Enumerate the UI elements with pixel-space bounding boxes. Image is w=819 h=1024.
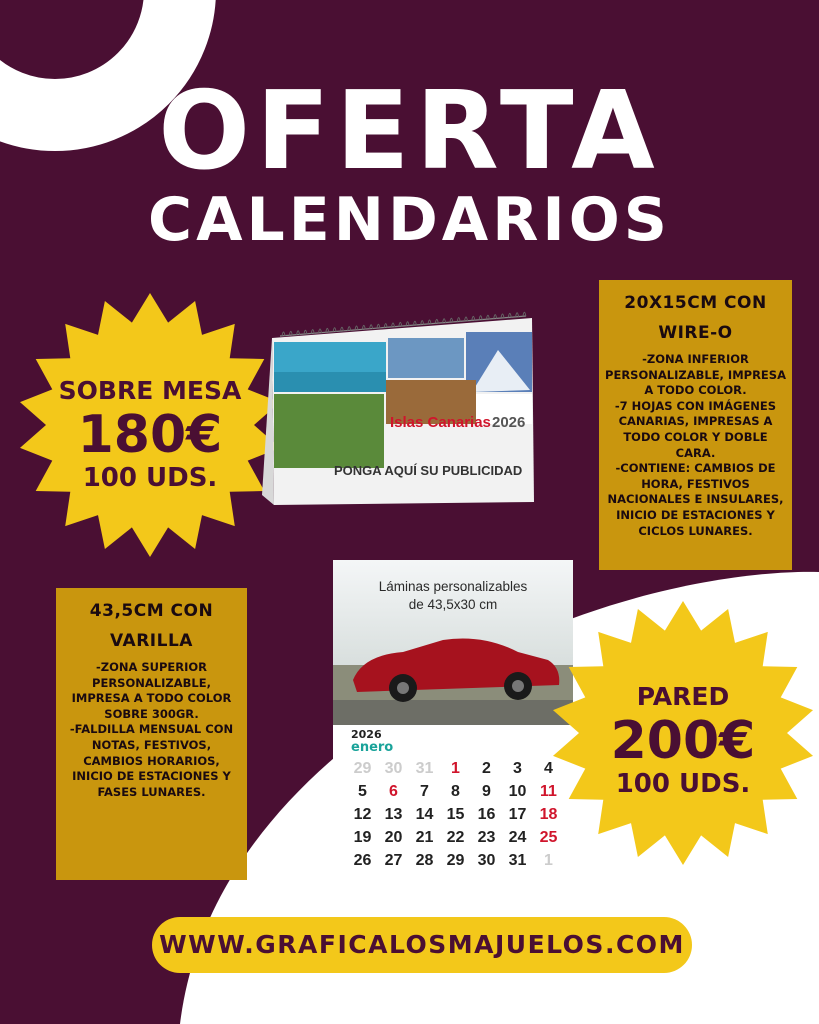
calendar-week (347, 760, 565, 783)
calendar-day: 27 (384, 852, 403, 869)
calendar-day: 22 (446, 829, 465, 846)
calendar-day: 11 (540, 783, 557, 800)
wall-price-block (552, 684, 814, 797)
calendar-day: 15 (446, 806, 465, 823)
calendar-day: 29 (353, 760, 372, 777)
calendar-day: 29 (446, 852, 465, 869)
calendar-week (347, 806, 565, 829)
title-oferta: OFERTA (158, 69, 661, 194)
calendar-day: 8 (451, 783, 460, 800)
wall-specs-title: 43,5CM CON VARILLA (89, 601, 214, 651)
calendar-day: 25 (539, 829, 558, 846)
calendar-day: 30 (477, 852, 496, 869)
calendar-week (347, 783, 565, 806)
calendar-day: 3 (513, 760, 522, 777)
calendar-day: 9 (482, 783, 491, 800)
calendar-day: 4 (544, 760, 553, 777)
calendar-day: 6 (389, 783, 398, 800)
wall-specs-panel (56, 588, 247, 880)
calendar-day: 30 (384, 760, 403, 777)
wall-price: 200€ (610, 711, 756, 771)
desk-label: SOBRE MESA (58, 376, 242, 405)
calendar-day: 10 (508, 783, 527, 800)
calendar-day: 5 (358, 783, 367, 800)
desk-price: 180€ (77, 405, 223, 465)
calendar-day: 1 (544, 852, 553, 869)
website-link[interactable]: WWW.GRAFICALOSMAJUELOS.COM (152, 917, 692, 973)
calendar-day: 19 (353, 829, 372, 846)
desk-specs-title: 20X15CM CON WIRE-O (624, 293, 767, 343)
calendar-day: 31 (415, 760, 434, 777)
wall-calendar-month: enero (351, 740, 394, 755)
wall-units: 100 UDS. (615, 769, 751, 799)
calendar-week (347, 829, 565, 852)
calendar-day: 13 (384, 806, 403, 823)
wall-calendar-image (333, 560, 573, 885)
wall-specs-body: -ZONA SUPERIOR PERSONALIZABLE, IMPRESA A TODO COLOR SOBRE 300GR. -FALDILLA MENSUAL CON NOTAS, FESTIVOS, CAMBIOS HORARIOS, INICIO DE ESTACIONES Y FASES LUNARES. (69, 660, 234, 799)
wall-title-line2: de 43,5x30 cm (408, 597, 498, 612)
wall-label: PARED (636, 682, 730, 711)
calendar-grid (347, 760, 565, 875)
calendar-day: 12 (353, 806, 372, 823)
wall-calendar-title (333, 578, 573, 614)
calendar-day: 2 (482, 760, 491, 777)
title-calendarios: CALENDARIOS (148, 185, 671, 255)
calendar-day: 14 (415, 806, 434, 823)
calendar-day: 18 (539, 806, 558, 823)
calendar-day: 7 (420, 783, 429, 800)
desk-units: 100 UDS. (82, 463, 218, 493)
desk-calendar-image (262, 310, 536, 515)
wall-calendar-year: 2026 (351, 728, 382, 741)
calendar-day: 21 (415, 829, 434, 846)
desk-calendar-brand: Islas Canarias (390, 414, 491, 431)
wall-title-line1: Láminas personalizables (378, 579, 528, 594)
calendar-day: 26 (353, 852, 372, 869)
desk-specs-body: -ZONA INFERIOR PERSONALIZABLE, IMPRESA A TODO COLOR. -7 HOJAS CON IMÁGENES CANARIAS, IMPRESAS A TODO COLOR Y DOBLE CARA. -CONTIENE: CAMBIOS DE HORA, FESTIVOS NACIONALES E INSULARES, INICIO DE ESTACIONES Y CICLOS LUNARES. (605, 352, 786, 538)
desk-price-block (20, 378, 280, 491)
calendar-day: 23 (477, 829, 496, 846)
calendar-day: 16 (477, 806, 496, 823)
desk-specs-panel (599, 280, 792, 570)
calendar-day: 24 (508, 829, 527, 846)
desk-calendar-ad-text: PONGA AQUÍ SU PUBLICIDAD (334, 463, 523, 478)
calendar-day: 28 (415, 852, 434, 869)
desk-calendar-year: 2026 (492, 414, 526, 431)
calendar-day: 20 (384, 829, 403, 846)
calendar-day: 31 (508, 852, 527, 869)
calendar-day: 1 (451, 760, 460, 777)
calendar-day: 17 (508, 806, 527, 823)
calendar-week (347, 852, 565, 875)
